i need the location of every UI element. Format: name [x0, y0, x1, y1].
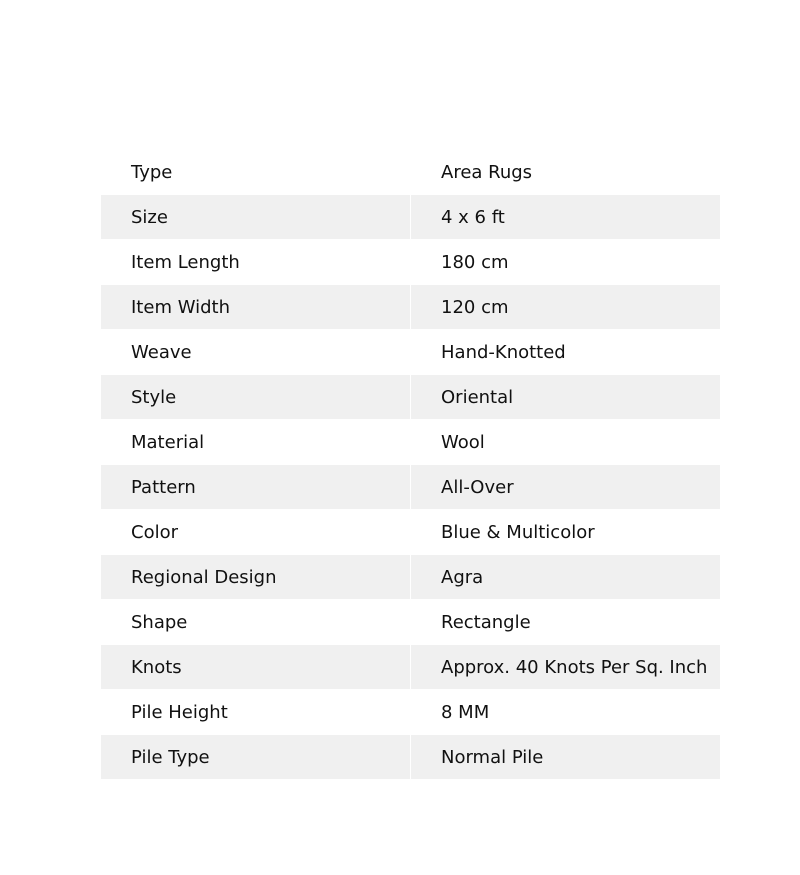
spec-label-style: Style [101, 375, 410, 419]
spec-value-material: Wool [441, 431, 485, 453]
spec-label-material: Material [131, 431, 205, 453]
spec-label-knots: Knots [101, 645, 410, 689]
table-row [101, 195, 720, 240]
product-specs-table [101, 150, 720, 780]
spec-value-color: Blue & Multicolor [441, 521, 595, 543]
table-row [101, 330, 720, 375]
table-row [101, 600, 720, 645]
table-row [101, 465, 720, 510]
spec-value-pile-height: 8 MM [441, 701, 490, 723]
spec-label-pile-height: Pile Height [131, 701, 228, 723]
table-row [101, 285, 720, 330]
spec-value-weave: Hand-Knotted [441, 341, 566, 363]
table-row [101, 420, 720, 465]
spec-value-style: Oriental [411, 375, 720, 419]
table-row [101, 510, 720, 555]
spec-label-regional-design: Regional Design [101, 555, 410, 599]
table-row [101, 690, 720, 735]
spec-label-item-length: Item Length [131, 251, 240, 273]
spec-value-item-width: 120 cm [411, 285, 720, 329]
spec-value-regional-design: Agra [411, 555, 720, 599]
spec-label-color: Color [131, 521, 178, 543]
table-row [101, 645, 720, 690]
spec-label-weave: Weave [131, 341, 192, 363]
table-row [101, 240, 720, 285]
spec-value-item-length: 180 cm [441, 251, 509, 273]
table-row [101, 375, 720, 420]
spec-value-size: 4 x 6 ft [411, 195, 720, 239]
spec-label-pile-type: Pile Type [101, 735, 410, 779]
spec-value-shape: Rectangle [441, 611, 531, 633]
spec-value-knots: Approx. 40 Knots Per Sq. Inch [411, 645, 720, 689]
spec-label-shape: Shape [131, 611, 188, 633]
spec-value-pile-type: Normal Pile [411, 735, 720, 779]
table-row [101, 555, 720, 600]
spec-label-item-width: Item Width [101, 285, 410, 329]
spec-value-type: Area Rugs [441, 161, 533, 183]
spec-label-size: Size [101, 195, 410, 239]
spec-value-pattern: All-Over [411, 465, 720, 509]
spec-label-pattern: Pattern [101, 465, 410, 509]
table-row [101, 735, 720, 780]
table-row [101, 150, 720, 195]
spec-label-type: Type [131, 161, 173, 183]
